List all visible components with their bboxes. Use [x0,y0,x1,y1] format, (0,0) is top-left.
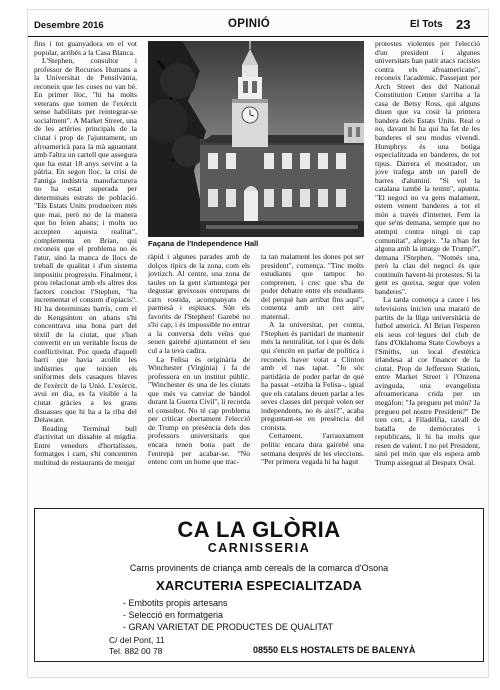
independence-hall-photo [148,41,364,237]
ad-town: 08550 ELS HOSTALETS DE BALENYÀ [253,645,416,655]
ad-specialty: XARCUTERIA ESPECIALITZADA [155,578,363,593]
section-title: OPINIÓ [228,18,271,30]
ad-address: C/ del Pont, 11 [109,635,165,645]
paragraph: La Felisa és originària de Winchester (Virginia) i fa de professora en un institut públic. "Winchester és una de les ciutats que més va canviar de bàndol durant la Guerra Civil", li recorda el consultor. No té cap problema per criticar obertament l'elecció de Trump en presència dels dos professors universitaris que encara tenen bona part de l'entrepà per acabar-se. "No entenc com un home que trac- [148,354,250,467]
list-item: - Selecció en formatgeria [123,610,224,620]
page-number: 23 [456,17,471,32]
paragraph: A la universitat, per contra, l'Stephen és partidari de mantenir més la neutralitat, tot i que és dels qui s'encén en parlar de política i reconeix haver votat a Clinton amb el nas tapat. "Jo sóc partidària de poder parlar de què ha passat –etziba la Felisa–, igual que els catalans deuen parlar a les seves classes del perquè volen ser independents, no és així?", acaba preguntant-se en presència del cronista. [261,320,364,432]
paragraph: protestes violentes per l'elecció d'un president i algunes universitats han patit atacs racistes contra els afroamericans", reconeix l'acadèmic. Passejant per Arch Street des del National Constitution Center s'arriba a la casa de Betsy Ross, qui alguns diuen que va cosir la primera bandera dels Estats Units. Real o no, davant hi ha qui ha fet de les banderes el seu modus vivendi. Humphrys és una botiga especialitzada en banderes, de tot tipus. Darrera el mostrador, un jove trafega amb un parell de barres d'alumini. "Si vol la catalana també la tenim", apunta. "El negoci no va gens malament, estem venent banderes a tot el món a través d'internet. Fem la que se'ns demana, sempre que no atempti contra ningú ni cap comunitat", afegeix. "Ja n'han fet alguna amb la imatge de Trump?", demana l'Stephen. "Només una, però la clau del negoci és que continuïn havent-hi protestes. Si la gent es queixa, segur que volen banderes". [375,40,480,296]
issue-date: Desembre 2016 [34,20,104,31]
advertisement-box [34,508,484,662]
newspaper-page [28,10,488,677]
ad-business-name: CA LA GLÒRIA [177,517,341,542]
paragraph: ràpid i algunes parades amb de dolços típics de la zona, com els jovtizch. Al centre, una zona de taules on la gent s'amuntega per degustar greixosos entrepans de carn rostida, acompanyats de parmesà i espinacs. Són els favorits de l'Stephen! Garebé no s'hi cap, i és impossible no entrar a la conversa dels veïns que seuen gairebé ajuntament el seu cul a la teva cadira. [148,253,250,356]
article-column-2 [148,253,250,500]
paragraph: Certament, l'arrauxament polític encara dura gairebé una setmana després de les eleccions. "Per primera vegada hi ha hagut [261,431,364,467]
list-item: - Embotits propis artesans [123,598,228,608]
article-column-3 [261,253,364,500]
page-header [28,10,488,37]
building-illustration [148,41,364,237]
article-column-4 [375,40,480,500]
ad-subtitle: CARNISSERIA [207,541,311,555]
paragraph: fins i tot guanyadora en el vot popular, arribés a la Casa Blanca. [34,40,137,57]
ad-tagline: Carns provinents de criança amb cereals de la comarca d'Osona [129,563,389,573]
paragraph: La tarda comença a caure i les televisions inicien una marató de partits de la lliga universitària de futbol americà. Al Brian l'esperen els seus col·legues del club de fans d'Oklahoma State Cowboys a l'Smiths, un local d'estètica irlandesa al cor financer de la ciutat. Prop de Jefferson Station, entre Market Street i l'Onzena avinguda, una evangelista afroamericana crida per un megàfon: "Ja pregueu pel món? Ja pregueu pel nostre President?" De tren cert, a Filadèlfia, cavall de batalla de demòcrates i republicans, li hi ha molts que resen de valent. I no pel President, sinó pel món que els espera amb Trump asseguat al Despatx Oval. [375,295,480,467]
paragraph: Reading Terminal bull d'activitat un dissabte al migdia. Entre venedors d'hortalisses, formatges i carn, s'hi concentren multitud de restaurants de menjar [34,423,137,467]
article-column-1 [34,40,137,500]
ad-product-list [123,597,333,633]
paragraph: ta tan malament les dones pot ser president", comença. "Tinc molts estudiants que tampoc ho comprenen, i crec que s'ha de poder debatre entre els estudiants del perquè han arribat fins aquí", comenta amb un cert aire maternal. [261,253,364,321]
photo-caption: Façana de l'Independence Hall [148,239,259,248]
list-item: - GRAN VARIETAT DE PRODUCTES DE QUALITAT [123,622,334,632]
ad-phone: Tel. 882 00 78 [109,646,163,656]
ad-contact [109,635,165,657]
publication-name: El Tots [410,19,443,30]
paragraph: L'Stephen, consultor i professor de Recursos Humans a la Universitat de Pensilvània, reconeix que les coses no van bé. En primer lloc, "hi ha molts veterans que tornen de l'exèrcit sense habilitats per reintegrar-se socialment". A Market Street, una de les artèries principals de la ciutat i prop de l'ajuntament, un afroamericà para la mà aguantant amb l'altra un cartell que assegura que ha estat 18 anys servint a la pàtria. En segon lloc, la crisi de l'antiga indústria manufacturera no ha estat superada per determinats estrats de població. "Els Estats Units produeixen més que mai, però no de la manera que ho feien abans; i molts no accepten aquesta realitat", complementa en Brian, qui reconeix que el problema no és l'atur, sinó la manca de llocs de treball de qualitat i d'un sistema impositiu progressiu. Finalment, i prou relacionat amb els altres dos factors conclou l'Stephen, "ha incrementat el consum d'opiacis". Hi ha determinats barris, com el de Kengsinton on abans s'hi concentrava una bona part del tèxtil de la ciutat, que s'han convertit en un veritable focus de conflictivitat. Poc queda d'aquell barri que havia acollit les indústries que teixien els uniformes dels casaques blaves de l'exèrcit de la Unió. L'exèrcit, avui en dia, es fa visible a la ciutat gràcies a les grans disuasses que hi ha a la riba del Delaware. [34,56,137,425]
